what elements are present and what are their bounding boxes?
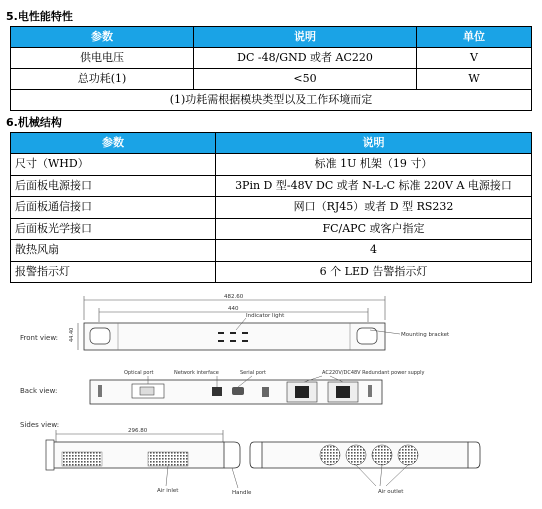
col-header: 参数 [11, 27, 194, 48]
front-view-label: Front view: [20, 334, 59, 342]
col-header: 参数 [11, 133, 216, 154]
dim-height: 44.40 [69, 327, 75, 342]
cell: 总功耗(1) [11, 69, 194, 90]
cell: FC/APC 或客户指定 [216, 218, 532, 240]
cell: <50 [194, 69, 417, 90]
handle-label: Handle [232, 490, 252, 496]
table-header-row [11, 133, 532, 154]
table-note: (1)功耗需根据模块类型以及工作环境而定 [11, 90, 532, 111]
cell: V [417, 48, 532, 69]
table-row [11, 240, 532, 262]
cell: 后面板通信接口 [11, 197, 216, 219]
section-heading-mechanical: 6.机械结构 [6, 116, 62, 129]
indicator-light-label: Indicator light [246, 313, 285, 319]
front-view [84, 318, 400, 350]
cell: 4 [216, 240, 532, 262]
table-row [11, 154, 532, 176]
table-header-row [11, 27, 532, 48]
cell: 6 个 LED 告警指示灯 [216, 261, 532, 283]
back-view-label: Back view: [20, 387, 58, 395]
col-header: 说明 [216, 133, 532, 154]
table-row [11, 69, 532, 90]
dim-depth: 296.80 [128, 428, 148, 434]
dim-width-inner: 440 [228, 306, 239, 312]
air-inlet-label: Air inlet [157, 488, 179, 494]
cell: 尺寸（WHD） [11, 154, 216, 176]
network-interface-label: Network interface [174, 370, 219, 376]
optical-port-label: Optical port [124, 370, 154, 376]
cell: DC -48/GND 或者 AC220 [194, 48, 417, 69]
table-row [11, 48, 532, 69]
table-row [11, 197, 532, 219]
cell: 3Pin D 型-48V DC 或者 N-L-C 标准 220V A 电源接口 [216, 175, 532, 197]
cell: W [417, 69, 532, 90]
cell: 网口（RJ45）或者 D 型 RS232 [216, 197, 532, 219]
air-outlet-label: Air outlet [378, 489, 404, 495]
electrical-table [10, 26, 532, 111]
table-row [11, 90, 532, 111]
table-row [11, 218, 532, 240]
cell: 供电电压 [11, 48, 194, 69]
section-heading-electrical: 5.电性能特性 [6, 10, 73, 23]
cell: 标准 1U 机架（19 寸） [216, 154, 532, 176]
cell: 报警指示灯 [11, 261, 216, 283]
col-header: 说明 [194, 27, 417, 48]
cell: 后面板电源接口 [11, 175, 216, 197]
cell: 散热风扇 [11, 240, 216, 262]
serial-port-label: Serial port [240, 370, 266, 376]
col-header: 单位 [417, 27, 532, 48]
dim-width-total: 482.60 [224, 294, 244, 300]
cell: 后面板光学接口 [11, 218, 216, 240]
table-row [11, 261, 532, 283]
mechanical-drawing [0, 290, 542, 509]
table-row [11, 175, 532, 197]
mounting-bracket-label: Mounting bracket [401, 332, 450, 338]
back-view [90, 376, 382, 404]
power-supply-label: AC220V/DC48V Redundant power supply [322, 370, 425, 376]
side-view-right [250, 442, 480, 486]
mechanical-table [10, 132, 532, 283]
side-view-left [46, 440, 240, 488]
sides-view-label: Sides view: [20, 421, 60, 429]
